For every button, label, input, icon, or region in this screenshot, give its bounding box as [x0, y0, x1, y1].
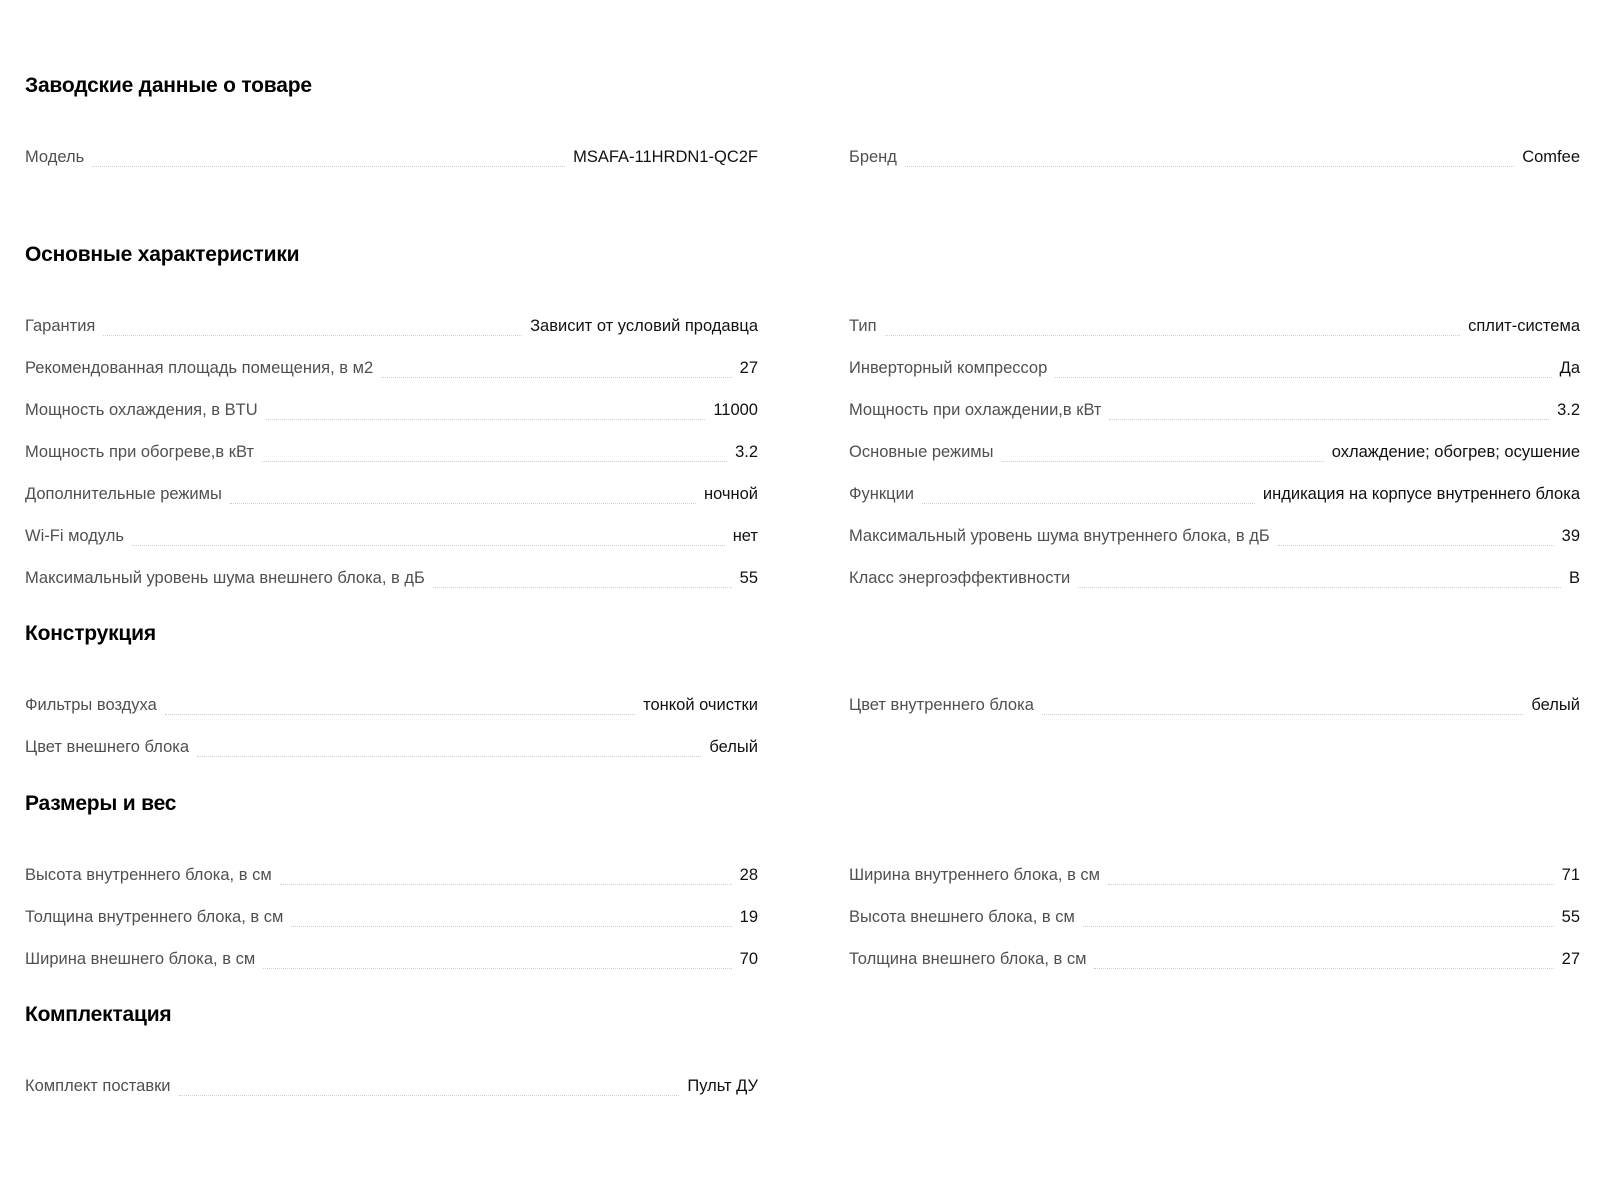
spec-value: 55	[1561, 908, 1580, 926]
spec-value: Comfee	[1522, 148, 1580, 166]
spec-label: Цвет внешнего блока	[25, 738, 190, 756]
dotted-leader	[262, 461, 727, 462]
spec-row-functions	[849, 485, 1580, 509]
dotted-leader	[381, 377, 732, 378]
dotted-leader	[179, 1095, 680, 1096]
dotted-leader	[263, 968, 731, 969]
spec-label: Толщина внутреннего блока, в см	[25, 908, 284, 926]
section-title-factory: Заводские данные о товаре	[25, 74, 312, 97]
section-title-main: Основные характеристики	[25, 243, 300, 266]
spec-row-room-area	[25, 359, 758, 383]
spec-value: Пульт ДУ	[687, 1077, 758, 1095]
spec-row-wifi	[25, 527, 758, 551]
spec-label: Класс энергоэффективности	[849, 569, 1071, 587]
dotted-leader	[132, 545, 725, 546]
dotted-leader	[1278, 545, 1554, 546]
spec-value: тонкой очистки	[643, 696, 758, 714]
dotted-leader	[1083, 926, 1554, 927]
spec-value: индикация на корпусе внутреннего блока	[1262, 485, 1580, 503]
spec-label: Мощность при охлаждении,в кВт	[849, 401, 1102, 419]
dotted-leader	[230, 503, 696, 504]
spec-value: 27	[739, 359, 758, 377]
spec-label: Ширина внутреннего блока, в см	[849, 866, 1101, 884]
spec-value: 19	[739, 908, 758, 926]
spec-value: 55	[739, 569, 758, 587]
spec-row-brand	[849, 148, 1580, 172]
spec-label: Тип	[849, 317, 877, 335]
spec-value: 3.2	[1557, 401, 1580, 419]
spec-value: сплит-система	[1468, 317, 1580, 335]
spec-value: 39	[1561, 527, 1580, 545]
spec-value: 3.2	[735, 443, 758, 461]
spec-value: 28	[739, 866, 758, 884]
spec-row-cooling-power	[849, 401, 1580, 425]
section-title-package: Комплектация	[25, 1003, 172, 1026]
spec-value: 27	[1561, 950, 1580, 968]
spec-label: Основные режимы	[849, 443, 994, 461]
spec-label: Мощность при обогреве,в кВт	[25, 443, 254, 461]
spec-label: Комплект поставки	[25, 1077, 171, 1095]
spec-value: нет	[732, 527, 758, 545]
spec-row-outdoor-color	[25, 738, 758, 762]
section-title-dimensions: Размеры и вес	[25, 792, 177, 815]
dotted-leader	[885, 335, 1461, 336]
spec-label: Фильтры воздуха	[25, 696, 157, 714]
dotted-leader	[280, 884, 732, 885]
spec-row-extra-modes	[25, 485, 758, 509]
spec-value: белый	[709, 738, 758, 756]
dotted-leader	[1078, 587, 1561, 588]
spec-row-indoor-depth	[25, 908, 758, 932]
spec-value: Да	[1559, 359, 1580, 377]
spec-row-indoor-width	[849, 866, 1580, 890]
spec-row-model	[25, 148, 758, 172]
spec-label: Гарантия	[25, 317, 96, 335]
spec-label: Дополнительные режимы	[25, 485, 222, 503]
spec-label: Высота внутреннего блока, в см	[25, 866, 272, 884]
dotted-leader	[1094, 968, 1553, 969]
spec-row-outdoor-width	[25, 950, 758, 974]
dotted-leader	[291, 926, 731, 927]
spec-value: 71	[1561, 866, 1580, 884]
spec-row-package-contents	[25, 1077, 758, 1101]
section-title-construction: Конструкция	[25, 622, 156, 645]
spec-label: Мощность охлаждения, в BTU	[25, 401, 258, 419]
spec-value: 70	[739, 950, 758, 968]
dotted-leader	[922, 503, 1255, 504]
spec-row-cooling-btu	[25, 401, 758, 425]
spec-label: Бренд	[849, 148, 897, 166]
spec-label: Максимальный уровень шума внешнего блока, в дБ	[25, 569, 425, 587]
spec-row-main-modes	[849, 443, 1580, 467]
spec-row-indoor-height	[25, 866, 758, 890]
spec-label: Цвет внутреннего блока	[849, 696, 1034, 714]
spec-value: B	[1568, 569, 1580, 587]
spec-label: Wi-Fi модуль	[25, 527, 124, 545]
dotted-leader	[165, 714, 635, 715]
spec-value: охлаждение; обогрев; осушение	[1331, 443, 1580, 461]
dotted-leader	[1002, 461, 1324, 462]
spec-label: Рекомендованная площадь помещения, в м2	[25, 359, 374, 377]
dotted-leader	[103, 335, 522, 336]
spec-value: MSAFA-11HRDN1-QC2F	[573, 148, 758, 166]
spec-row-air-filters	[25, 696, 758, 720]
dotted-leader	[433, 587, 732, 588]
spec-label: Высота внешнего блока, в см	[849, 908, 1075, 926]
dotted-leader	[1109, 419, 1549, 420]
spec-row-heating-power	[25, 443, 758, 467]
spec-row-warranty	[25, 317, 758, 341]
spec-value: 11000	[713, 401, 758, 419]
dotted-leader	[92, 166, 565, 167]
dotted-leader	[197, 756, 701, 757]
spec-value: Зависит от условий продавца	[530, 317, 758, 335]
spec-row-indoor-color	[849, 696, 1580, 720]
spec-row-outdoor-height	[849, 908, 1580, 932]
dotted-leader	[905, 166, 1514, 167]
spec-row-indoor-noise	[849, 527, 1580, 551]
spec-label: Модель	[25, 148, 85, 166]
spec-row-type	[849, 317, 1580, 341]
spec-label: Толщина внешнего блока, в см	[849, 950, 1087, 968]
spec-value: ночной	[703, 485, 758, 503]
spec-label: Ширина внешнего блока, в см	[25, 950, 256, 968]
spec-row-outdoor-noise	[25, 569, 758, 593]
spec-label: Максимальный уровень шума внутреннего блока, в дБ	[849, 527, 1270, 545]
dotted-leader	[1108, 884, 1554, 885]
spec-label: Функции	[849, 485, 915, 503]
spec-row-inverter	[849, 359, 1580, 383]
dotted-leader	[1055, 377, 1551, 378]
spec-row-energy-class	[849, 569, 1580, 593]
spec-value: белый	[1531, 696, 1580, 714]
dotted-leader	[266, 419, 706, 420]
dotted-leader	[1042, 714, 1524, 715]
spec-label: Инверторный компрессор	[849, 359, 1048, 377]
spec-row-outdoor-depth	[849, 950, 1580, 974]
